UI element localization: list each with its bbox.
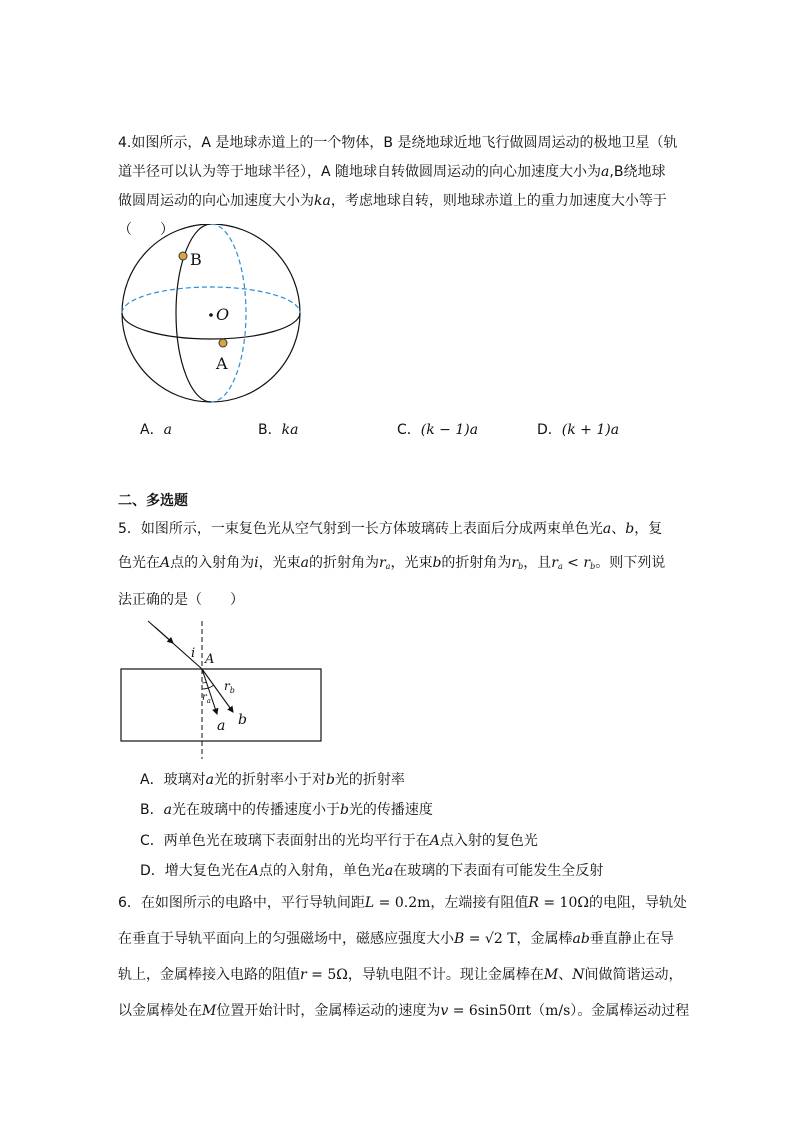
option-letter: A．: [140, 772, 164, 788]
var-R: R: [528, 895, 539, 911]
var-M: M: [543, 967, 559, 983]
t: 增大复色光在: [164, 863, 249, 879]
q5-line-1: [118, 519, 662, 539]
t: 位置开始计时，金属棒运动的速度为: [216, 1003, 441, 1019]
section-title: 二、多选题: [118, 493, 188, 509]
label-o: O: [216, 305, 230, 324]
var-r: r: [551, 555, 558, 571]
q5-text-1-end: ，复: [634, 521, 663, 537]
q6-line-2: [118, 929, 674, 949]
label-i: i: [191, 646, 196, 661]
q5-option-d: [140, 861, 603, 881]
option-value: (k − 1)a: [420, 422, 479, 438]
var-b: b: [625, 521, 635, 537]
sep: 、: [611, 521, 626, 537]
t: 垂直静止在导: [589, 931, 674, 947]
q6-line-3: [118, 965, 682, 985]
t: 色光在: [118, 555, 160, 571]
t: ，且: [523, 555, 552, 571]
q5-text-1: 5．如图所示，一束复色光从空气射到一长方体玻璃砖上表面后分成两束单色光: [118, 521, 603, 537]
less-than: <: [562, 555, 584, 571]
t: 点的入射角为: [170, 555, 255, 571]
eq: = √2 T: [464, 931, 517, 947]
q6-line-4: [118, 1001, 689, 1021]
t: 的折射角为: [441, 555, 512, 571]
var-a: a: [601, 164, 610, 180]
sub-b: b: [518, 562, 524, 571]
t: ，金属棒: [516, 931, 573, 947]
option-value: ka: [281, 422, 299, 438]
q5-line-2: [118, 553, 665, 577]
var-r: r: [300, 967, 307, 983]
q4-answer-blank: （ ）: [118, 222, 174, 238]
option-letter: A．: [140, 422, 164, 438]
var-i: i: [254, 555, 259, 571]
var-A: A: [160, 555, 171, 571]
t: 光的折射率: [334, 772, 405, 788]
q4-text-1: .如图所示，A 是地球赤道上的一个物体，B 是绕地球近地飞行做圆周运动的极地卫星（轨: [126, 135, 678, 151]
object-a-dot: [219, 339, 227, 347]
var-a: a: [602, 521, 612, 537]
t: 的折射角为: [308, 555, 379, 571]
v: b: [325, 772, 335, 788]
t: 间做简谐运动，: [584, 967, 683, 983]
t: 6．在如图所示的电路中，平行导轨间距: [118, 895, 365, 911]
option-letter: C．: [397, 422, 421, 438]
earth-sphere-figure: [110, 224, 310, 414]
q4-line-3: [118, 191, 667, 211]
var-ka: ka: [314, 193, 331, 209]
q4-option-c: [397, 420, 478, 440]
var-M: M: [202, 1003, 217, 1019]
q5-line-3: 法正确的是（ ）: [118, 592, 244, 608]
var-r: r: [378, 555, 386, 571]
t: 在垂直于导轨平面向上的匀强磁场中，磁感应强度大小: [118, 931, 454, 947]
v: b: [339, 802, 349, 818]
t: 点入射的复色光: [439, 833, 538, 849]
q4-option-a: [140, 420, 172, 440]
q4-line-1: [118, 133, 677, 153]
equator-front: [122, 313, 300, 339]
t: ，左端接有阻值: [430, 895, 529, 911]
q4-text-2b: ,B绕地球: [609, 164, 666, 180]
q4-text-3b: ，考虑地球自转，则地球赤道上的重力加速度大小等于: [330, 193, 667, 209]
option-letter: D．: [140, 863, 165, 879]
eq: = 10Ω: [538, 895, 589, 911]
t: 点的入射角，单色光: [258, 863, 385, 879]
label-rb: $r_b$: [224, 679, 235, 695]
sub-a: a: [557, 562, 563, 571]
t: ，光束: [390, 555, 433, 571]
t: ，光束: [258, 555, 301, 571]
q4-text-3a: 做圆周运动的向心加速度大小为: [118, 193, 314, 209]
v: A: [429, 833, 440, 849]
var-r: r: [583, 555, 591, 571]
t: 两单色光在玻璃下表面射出的光均平行于在: [163, 833, 430, 849]
glass-refraction-figure: [115, 617, 330, 761]
var-b: b: [432, 555, 442, 571]
option-value: (k + 1)a: [561, 422, 620, 438]
q4-option-b: [258, 420, 298, 440]
t: 玻璃对: [163, 772, 206, 788]
t: 轨上，金属棒接入电路的阻值: [118, 967, 300, 983]
label-b: b: [238, 712, 247, 728]
option-letter: B．: [258, 422, 282, 438]
var-L: L: [364, 895, 375, 911]
t: ，导轨电阻不计。现让金属棒在: [347, 967, 544, 983]
v: a: [163, 802, 172, 818]
t: 。则下列说: [595, 555, 666, 571]
label-a: a: [217, 718, 226, 734]
q4-line-2: [118, 162, 665, 182]
sub-b: b: [590, 562, 596, 571]
satellite-b-dot: [179, 252, 187, 260]
var-N: N: [572, 967, 585, 983]
t: 光的折射率小于对: [213, 772, 326, 788]
option-letter: D．: [537, 422, 562, 438]
t: 光的传播速度: [348, 802, 433, 818]
center-o-dot: [209, 313, 213, 317]
t: 以金属棒处在: [118, 1003, 202, 1019]
t: 。金属棒运动过程: [577, 1003, 690, 1019]
label-A: A: [205, 652, 215, 667]
sep: 、: [558, 967, 573, 983]
v: A: [248, 863, 259, 879]
incident-arrow: [155, 627, 173, 643]
v: a: [205, 772, 214, 788]
q5-option-c: [140, 831, 538, 851]
t: 在玻璃的下表面有可能发生全反射: [393, 863, 604, 879]
eq: = 0.2m: [374, 895, 431, 911]
q5-option-a: [140, 770, 405, 790]
t: 光在玻璃中的传播速度小于: [171, 802, 340, 818]
q4-number: 4: [118, 135, 127, 151]
option-letter: B．: [140, 802, 164, 818]
var-a: a: [300, 555, 309, 571]
option-value: a: [163, 422, 172, 438]
var-ab: ab: [572, 931, 590, 947]
q4-text-2a: 道半径可以认为等于地球半径），A 随地球自转做圆周运动的向心加速度大小为: [118, 164, 602, 180]
eq: = 5Ω: [306, 967, 348, 983]
q6-line-1: [118, 893, 687, 913]
var-B: B: [454, 931, 465, 947]
label-ra: $r_a$: [202, 692, 211, 705]
option-letter: C．: [140, 833, 164, 849]
label-b: B: [190, 250, 202, 269]
eq: = 6sin50πt（m/s）: [448, 1003, 578, 1019]
v: a: [384, 863, 394, 879]
equator-back: [122, 287, 300, 313]
label-a: A: [216, 354, 228, 373]
var-r: r: [511, 555, 519, 571]
q4-option-d: [537, 420, 619, 440]
earth-outline: [122, 224, 300, 402]
sub-a: a: [385, 562, 391, 571]
t: 的电阻，导轨处: [588, 895, 687, 911]
var-v: v: [440, 1003, 449, 1019]
q5-option-b: [140, 800, 433, 820]
